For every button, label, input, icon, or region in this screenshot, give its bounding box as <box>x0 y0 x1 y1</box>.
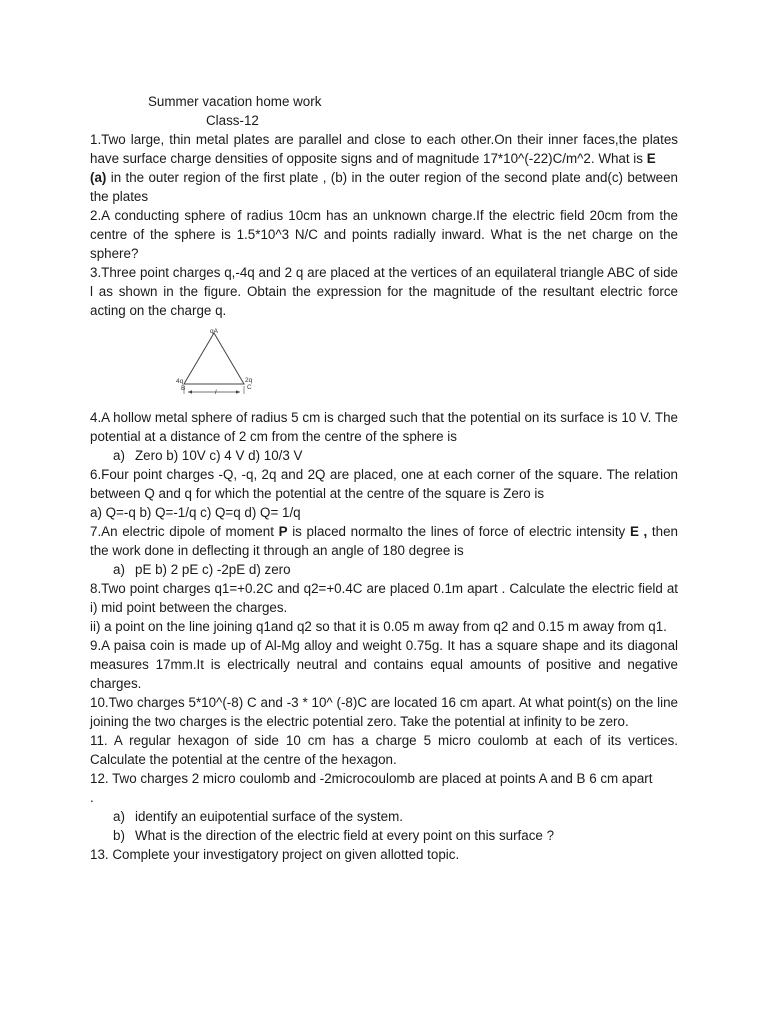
question-7-options <box>90 560 678 579</box>
class-label: Class-12 <box>206 113 259 128</box>
vertex-a-label: qA <box>210 328 218 335</box>
question-11: 11. A regular hexagon of side 10 cm has a charge 5 micro coulomb at each of its vertices. Calculate the potential at the centre of the hexagon. <box>90 733 678 767</box>
question-7-text-c: then the work done in deflecting it through an angle of 180 degree is <box>90 524 678 558</box>
question-4-options-label: a) <box>113 448 125 463</box>
question-list <box>90 130 678 864</box>
triangle-shape <box>184 333 244 384</box>
question-12-part-b-label: b) <box>113 828 125 843</box>
side-arrow-left <box>188 390 192 393</box>
question-7-options-label: a) <box>113 562 125 577</box>
question-1 <box>90 130 678 206</box>
question-4-options-text: Zero b) 10V c) 4 V d) 10/3 V <box>135 448 303 463</box>
question-10: 10.Two charges 5*10^(-8) C and -3 * 10^ (-8)C are located 16 cm apart. At what point(s) on the line joining the two charges is the electric potential zero. Take the potential at infinity to be zero. <box>90 695 678 729</box>
question-2: 2.A conducting sphere of radius 10cm has an unknown charge.If the electric field 20cm from the centre of the sphere is 1.5*10^3 N/C and points radially inward. What is the net charge on the sphere? <box>90 208 678 261</box>
question-4-options <box>90 446 678 465</box>
question-7-bold-e: E , <box>629 524 648 539</box>
question-12: 12. Two charges 2 micro coulomb and -2microcoulomb are placed at points A and B 6 cm apart <box>90 771 653 786</box>
question-13: 13. Complete your investigatory project on given allotted topic. <box>90 847 460 862</box>
question-12-part-a-text: identify an euipotential surface of the system. <box>135 809 403 824</box>
question-12-part-b <box>90 826 678 845</box>
question-1-bold-a: (a) <box>90 170 107 185</box>
charge-b-label: 4q <box>176 378 184 385</box>
question-9: 9.A paisa coin is made up of Al-Mg alloy and weight 0.75g. It has a square shape and its diagonal measures 17mm.It is electrically neutral and contains equal amounts of positive and negative charges. <box>90 638 678 691</box>
question-1-bold-e: E <box>646 151 656 166</box>
question-8-part-ii: ii) a point on the line joining q1and q2 so that it is 0.05 m away from q2 and 0.15 m away from q1. <box>90 619 667 634</box>
question-8: 8.Two point charges q1=+0.2C and q2=+0.4C are placed 0.1m apart . Calculate the electric field at i) mid point between the charges. <box>90 581 678 615</box>
side-arrow-right <box>236 390 240 393</box>
question-7 <box>90 522 678 560</box>
question-12-part-a <box>90 807 678 826</box>
question-7-text-a: 7.An electric dipole of moment <box>90 524 279 539</box>
question-4: 4.A hollow metal sphere of radius 5 cm is charged such that the potential on its surface is 10 V. The potential at a distance of 2 cm from the centre of the sphere is <box>90 410 678 444</box>
question-12-part-a-label: a) <box>113 809 125 824</box>
question-12-part-b-text: What is the direction of the electric field at every point on this surface ? <box>135 828 555 843</box>
question-7-options-text: pE b) 2 pE c) -2pE d) zero <box>135 562 291 577</box>
side-label: l <box>215 389 217 396</box>
question-12-trailing: . <box>90 790 94 805</box>
question-1-text-b: in the outer region of the first plate , (b) in the outer region of the second plate and(c) between the plates <box>90 170 678 204</box>
charge-c-label: 2q <box>245 377 253 384</box>
question-7-bold-p: P <box>278 524 288 539</box>
vertex-c-label: C <box>247 384 252 391</box>
question-6: 6.Four point charges -Q, -q, 2q and 2Q are placed, one at each corner of the square. The relation between Q and q for which the potential at the centre of the square is Zero is <box>90 467 678 501</box>
document-title: Summer vacation home work <box>148 94 322 109</box>
triangle-figure <box>90 320 678 408</box>
vertex-b-label: B <box>181 385 186 392</box>
question-7-text-b: is placed normalto the lines of force of electric intensity <box>287 524 630 539</box>
question-1-text-a: 1.Two large, thin metal plates are parallel and close to each other.On their inner faces,the plates have surface charge densities of opposite signs and of magnitude 17*10^(-22)C/m^2. What is <box>90 132 678 166</box>
question-6-options: a) Q=-q b) Q=-1/q c) Q=q d) Q= 1/q <box>90 505 301 520</box>
question-3: 3.Three point charges q,-4q and 2 q are placed at the vertices of an equilateral triangle ABC of side l as shown in the figure. Obtain the expression for the magnitude of the resultant electric force acting on the charge q. <box>90 265 678 318</box>
